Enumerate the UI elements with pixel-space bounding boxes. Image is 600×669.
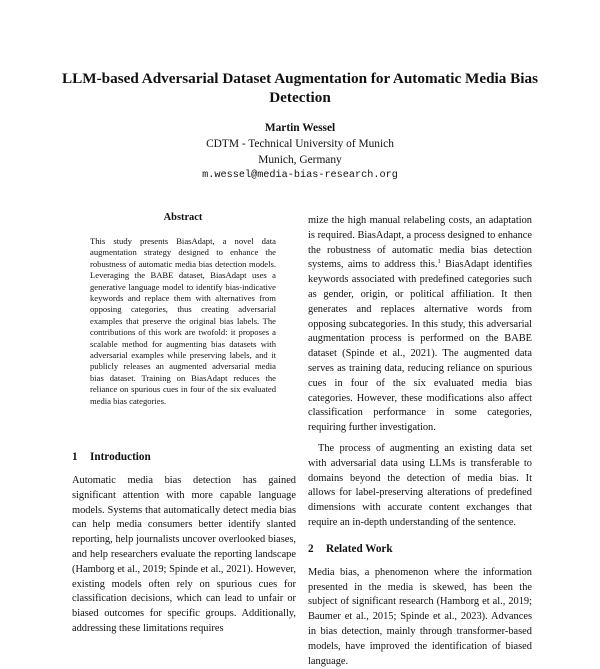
paper-title: LLM-based Adversarial Dataset Augmentation for Automatic Media Bias Detection xyxy=(62,70,538,106)
author-name: Martin Wessel xyxy=(264,122,336,134)
footnote-marker: 1 xyxy=(437,258,441,266)
intro-text-b: BiasAdapt identifies keywords associated with predefined categories such as gender, origin, or political affiliation. It then generates and replaces alternative words from opposing subcategories. In this study, this adversarial augmentation process is performed on the BABE dataset (Spinde et al., 2021). The augmented data serves as training data, reducing reliance on spurious cues in four of the six evaluated media bias categories. However, these modifications also affect classification performance in some categories, requiring further investigation. xyxy=(308,259,532,434)
abstract-heading: Abstract xyxy=(163,212,203,223)
right-column xyxy=(308,214,532,669)
intro-text-a: mize the high manual relabeling costs, an adaptation is required. BiasAdapt, a process designed to enhance the robustness of automatic media bias detection systems, aims to address this. xyxy=(308,215,532,271)
section-heading-introduction xyxy=(72,450,296,465)
author-block xyxy=(100,121,500,184)
left-column xyxy=(72,450,296,637)
intro-paragraph-2: The process of augmenting an existing data set with adversarial data using LLMs is transferable to domains beyond the detection of media bias. It allows for label-preserving alterations of predefined dimensions with accurate content exchanges that require an in-depth understanding of the sentence. xyxy=(308,442,532,528)
intro-paragraph-1: Automatic media bias detection has gained significant attention with more capable language models. Systems that automatically detect media bias can help media consumers better identify slanted reporting, help journalists uncover overlooked biases, and help researchers evaluate the reporting landscape (Hamborg et al., 2019; Spinde et al., 2021). However, existing models often rely on spurious cues for classification decisions, which can lead to unfair or biased outcomes for specific groups. Additionally, addressing these limitations requires xyxy=(72,475,296,634)
section-title: Related Work xyxy=(326,542,393,555)
section-number: 1 xyxy=(72,451,78,463)
abstract-text: This study presents BiasAdapt, a novel data augmentation strategy designed to enhance the robustness of automatic media bias detection models. Leveraging the BABE dataset, BiasAdapt uses a generative language model to identify bias-indicative keywords and replace them with alternatives from opposing categories, thus creating adversarial examples that preserve the original bias labels. The contributions of this work are twofold: it proposes a scalable method for augmenting bias datasets with adversarial examples while preserving labels, and it publicly releases an augmented adversarial media bias dataset. Training on BiasAdapt reduces the reliance on spurious cues in four of the six evaluated media bias categories. xyxy=(90,236,276,406)
section-heading-related-work xyxy=(308,542,532,557)
section-title: Introduction xyxy=(90,451,151,463)
author-email: m.wessel@media-bias-research.org xyxy=(202,170,398,182)
section-number: 2 xyxy=(308,542,314,555)
intro-paragraph-1-continued xyxy=(308,214,532,436)
author-affiliation: CDTM - Technical University of Munich xyxy=(206,137,394,150)
author-location: Munich, Germany xyxy=(258,153,342,166)
related-paragraph-1: Media bias, a phenomenon where the information presented in the media is skewed, has been the subject of significant research (Hamborg et al., 2019; Baumer et al., 2015; Spinde et al., 2023). Advances in bias detection, mainly through transformer-based models, have improved the identification of biased language. xyxy=(308,566,532,667)
